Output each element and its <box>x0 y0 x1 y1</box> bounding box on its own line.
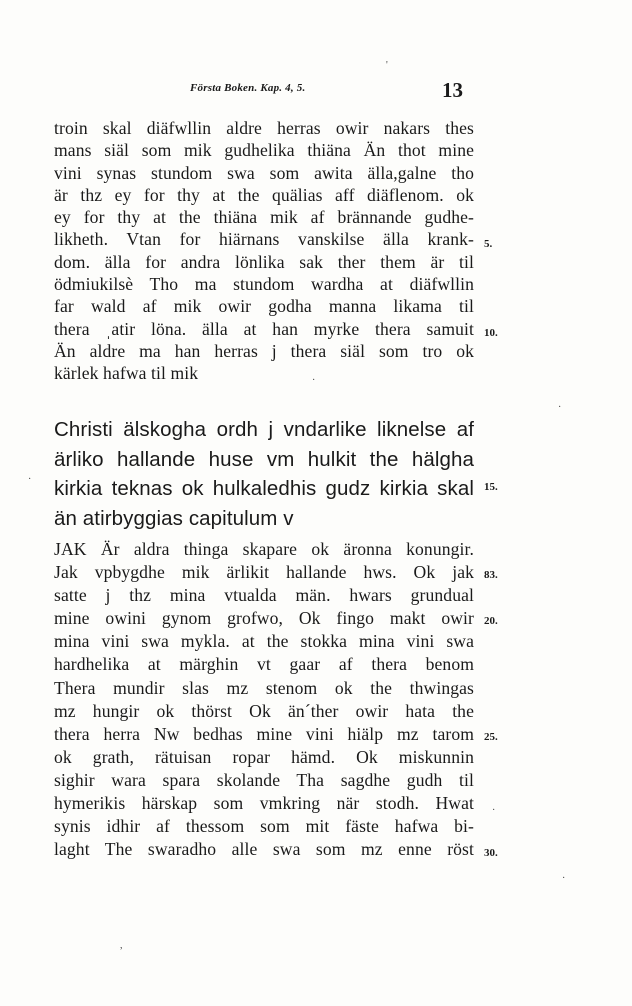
text-line: Än aldre ma han herras j thera siäl som tro ok <box>54 340 474 361</box>
text-line: hardhelika at märghin vt gaar af thera benom <box>54 654 474 675</box>
text-line: mine owini gynom grofwo, Ok fingo makt owir <box>54 608 474 629</box>
margin-line-number: 20. <box>484 615 498 627</box>
margin-line-number: 10. <box>484 327 498 339</box>
text-line: Jak vpbygdhe mik ärlikit hallande hws. Ok jak <box>54 562 474 583</box>
text-line: synis idhir af thessom som mit fäste hafwa bi- <box>54 816 474 837</box>
print-speck: · <box>562 873 566 884</box>
text-line: thera herra Nw bedhas mine vini hiälp mz tarom <box>54 723 474 744</box>
text-line: ok grath, rätuisan ropar hämd. Ok miskunnin <box>54 746 474 767</box>
chapter-heading <box>54 415 474 533</box>
margin-line-number: 30. <box>484 847 498 859</box>
text-line: ey for thy at the thiäna mik af brännande gudhe- <box>54 207 474 228</box>
text-line: kärlek hafwa til mik <box>54 363 199 384</box>
text-line: likheth. Vtan for hiärnans vanskilse älla krank- <box>54 229 474 250</box>
print-speck: ' <box>386 60 388 71</box>
text-line: thera ˌatir löna. älla at han myrke thera samuit <box>54 318 474 339</box>
text-line: Thera mundir slas mz stenom ok the thwingas <box>54 677 474 698</box>
margin-line-number: 15. <box>484 481 498 493</box>
margin-line-number: 83. <box>484 569 498 581</box>
text-line: mina vini swa mykla. at the stokka mina vini swa <box>54 631 474 652</box>
heading-line: än atirbyggias capitulum v <box>54 506 294 530</box>
text-line: ödmiukilsè Tho ma stundom wardha at diäfwllin <box>54 274 474 295</box>
paragraph-chapter-4-end <box>54 117 474 385</box>
running-head: Första Boken. Kap. 4, 5. <box>190 82 306 94</box>
print-speck: , <box>120 940 123 951</box>
print-speck: · <box>558 402 562 413</box>
text-line: sighir wara spara skolande Tha sagdhe gudh til <box>54 769 474 790</box>
text-line: satte j thz mina vtualda män. hwars grundual <box>54 585 474 606</box>
text-line: mans siäl som mik gudhelika thiäna Än thot mine <box>54 140 474 161</box>
page-number: 13 <box>442 78 463 102</box>
text-line: laght The swaradho alle swa som mz enne röst <box>54 839 474 860</box>
text-line: far wald af mik owir godha manna likama til <box>54 296 474 317</box>
text-line: är thz ey for thy at the quälias aff diäflenom. ok <box>54 184 474 205</box>
margin-line-number: 25. <box>484 731 498 743</box>
print-speck: · <box>492 805 496 816</box>
text-line: JAK Är aldra thinga skapare ok äronna konungir. <box>54 539 474 559</box>
print-speck: · <box>312 375 316 386</box>
heading-line: Christi älskogha ordh j vndarlike liknelse af <box>54 418 474 441</box>
text-line: troin skal diäfwllin aldre herras owir nakars thes <box>54 118 474 138</box>
heading-line: ärliko hallande huse vm hulkit the hälgha <box>54 447 474 471</box>
text-line: hymerikis härskap som vmkring när stodh. Hwat <box>54 793 474 814</box>
text-line: vini synas stundom swa som awita älla,galne tho <box>54 162 474 183</box>
text-line: mz hungir ok thörst Ok än´ther owir hata the <box>54 700 474 721</box>
text-line: dom. älla for andra lönlika sak ther them är til <box>54 251 474 272</box>
margin-line-number: 5. <box>484 238 493 250</box>
heading-line: kirkia teknas ok hulkaledhis gudz kirkia skal <box>54 477 474 501</box>
paragraph-chapter-5 <box>54 538 474 861</box>
print-speck: · <box>28 474 32 485</box>
